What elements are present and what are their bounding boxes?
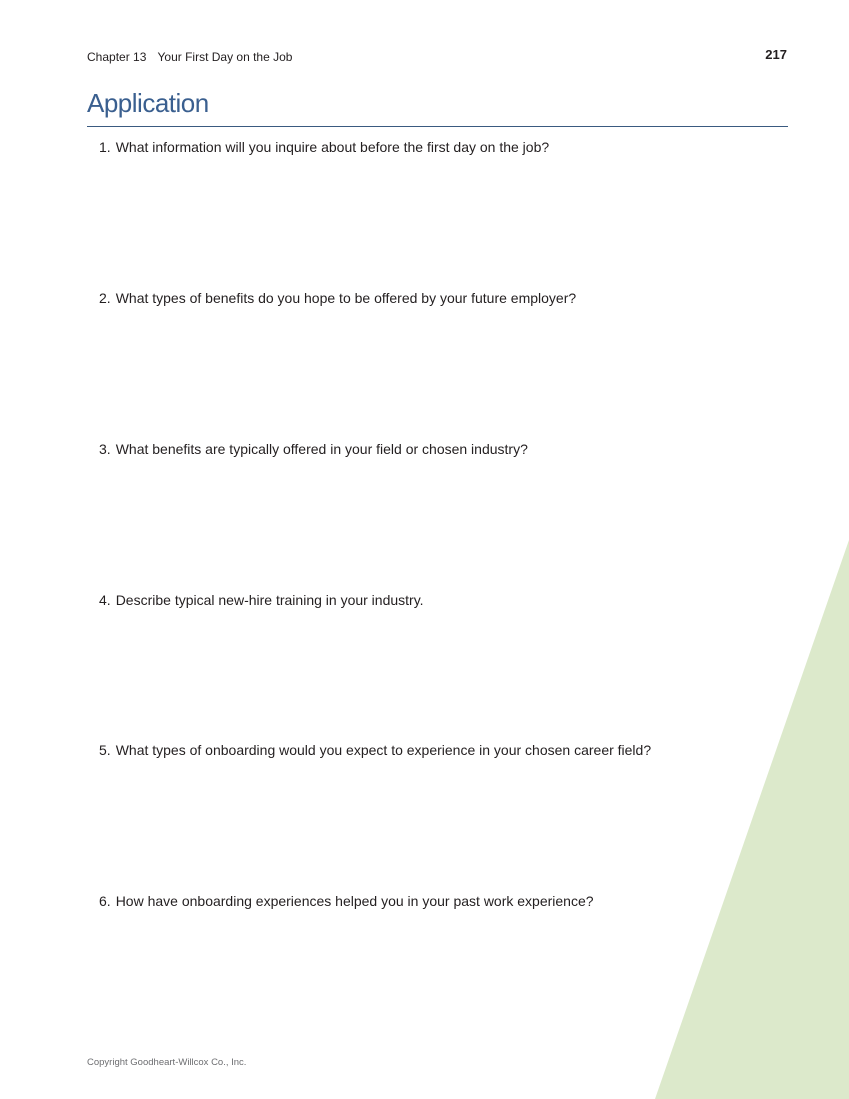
question-5: [99, 742, 651, 758]
question-text: Describe typical new-hire training in your industry.: [115, 592, 424, 608]
question-number: 3.: [99, 441, 111, 457]
question-text: How have onboarding experiences helped you in your past work experience?: [115, 893, 594, 909]
question-4: [99, 592, 424, 608]
question-1: [99, 139, 549, 155]
question-number: 5.: [99, 742, 111, 758]
section-title: Application: [87, 88, 209, 118]
running-head: [87, 50, 292, 64]
question-text: What types of benefits do you hope to be offered by your future employer?: [115, 290, 577, 306]
question-3: [99, 441, 528, 457]
question-6: [99, 893, 594, 909]
chapter-label: Chapter 13: [87, 50, 147, 64]
page-number: 217: [765, 47, 787, 62]
question-number: 6.: [99, 893, 111, 909]
copyright-footer: Copyright Goodheart-Willcox Co., Inc.: [87, 1057, 247, 1068]
question-number: 4.: [99, 592, 111, 608]
question-text: What information will you inquire about before the first day on the job?: [115, 139, 550, 155]
question-number: 2.: [99, 290, 111, 306]
question-text: What benefits are typically offered in your field or chosen industry?: [115, 441, 528, 457]
question-number: 1.: [99, 139, 111, 155]
question-2: [99, 290, 576, 306]
question-text: What types of onboarding would you expect to experience in your chosen career field?: [115, 742, 652, 758]
title-divider: [87, 126, 788, 127]
chapter-title: Your First Day on the Job: [157, 50, 293, 64]
